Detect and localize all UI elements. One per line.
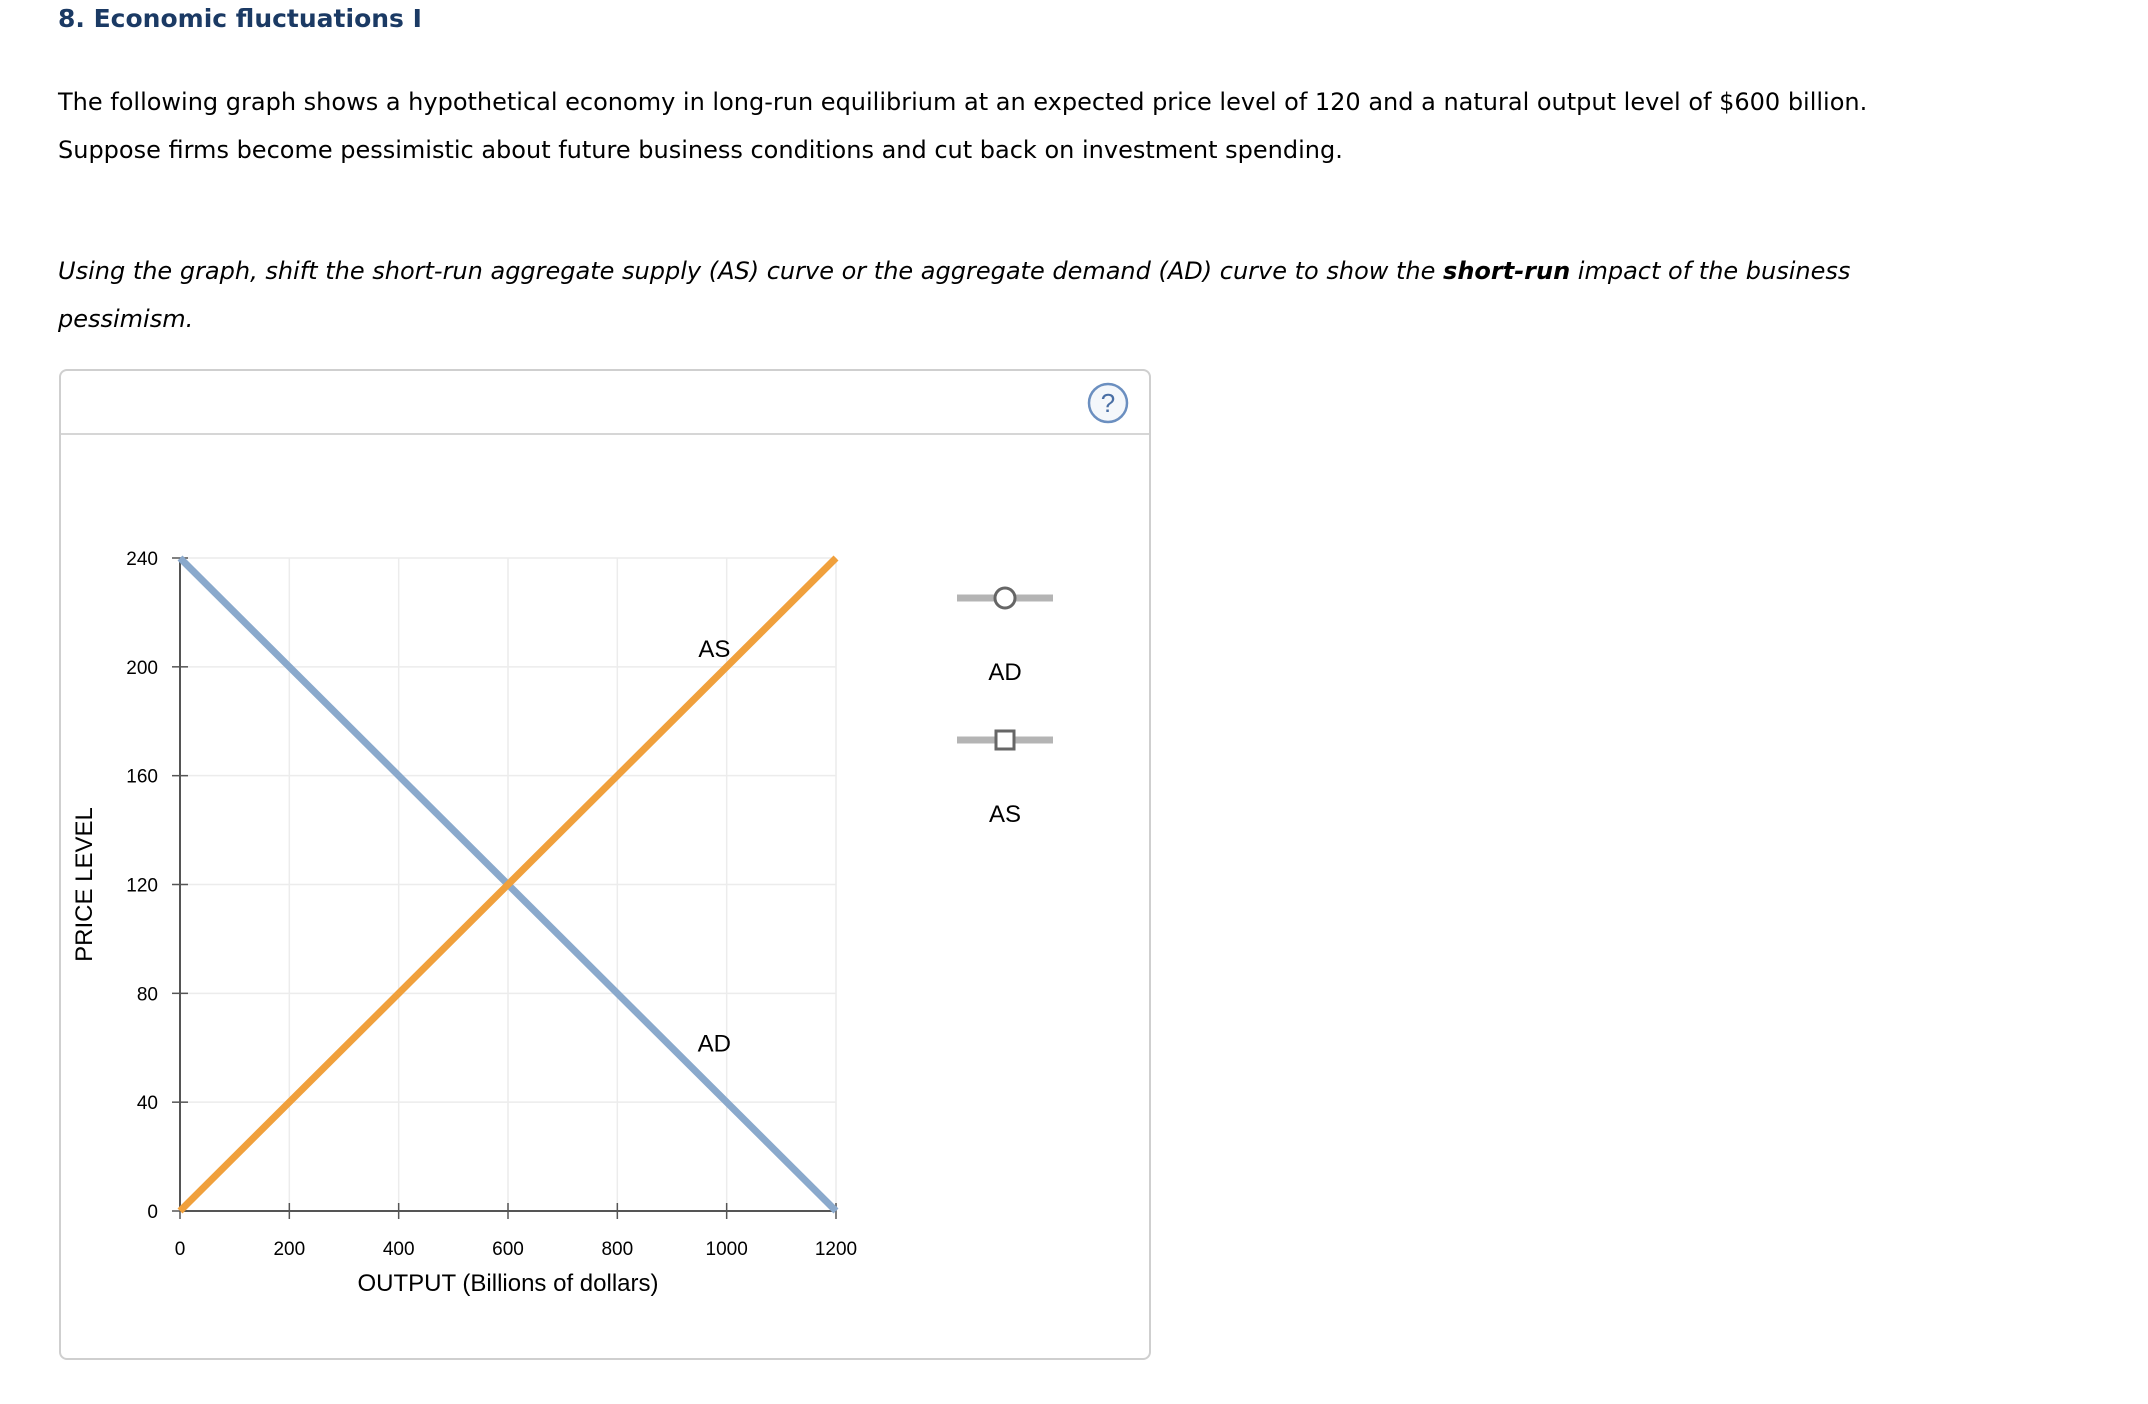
x-axis-title: OUTPUT (Billions of dollars) [357, 1270, 659, 1297]
task-line-2: pessimism. [58, 305, 194, 333]
y-tick-label: 160 [126, 766, 158, 788]
y-tick-label: 80 [136, 984, 158, 1006]
task-emphasis: short-run [1443, 257, 1571, 285]
question-heading: 8. Economic fluctuations I [58, 4, 422, 33]
task-text-1: Using the graph, shift the short-run aggregate supply (AS) curve or the aggregate demand (AD) curve to show the [58, 257, 1444, 285]
y-tick-label: 240 [126, 549, 158, 570]
x-tick-label: 0 [174, 1239, 186, 1260]
palette-label: AS [988, 801, 1022, 828]
intro-line-1: The following graph shows a hypothetical economy in long-run equilibrium at an expected price level of 120 and a natural output level of $600 billion. [58, 88, 1868, 116]
y-axis-title: PRICE LEVEL [71, 807, 98, 962]
x-tick-label: 200 [273, 1239, 306, 1260]
palette-as-tool[interactable] [957, 731, 1053, 828]
palette-ad-tool[interactable] [957, 588, 1053, 686]
square-marker-icon [996, 731, 1014, 749]
palette-label: AD [988, 659, 1022, 686]
x-tick-label: 1000 [705, 1239, 748, 1260]
x-tick-label: 600 [492, 1239, 524, 1260]
x-tick-label: 400 [382, 1239, 415, 1260]
svg-text:?: ? [1100, 388, 1116, 418]
circle-marker-icon [995, 588, 1015, 608]
axes [71, 549, 857, 1297]
as-curve-label: AS [698, 635, 731, 663]
ad-curve-label: AD [697, 1030, 732, 1058]
intro-line-2: Suppose firms become pessimistic about future business conditions and cut back on investment spending. [58, 136, 1343, 164]
tool-palette[interactable] [957, 588, 1053, 828]
task-text-2: impact of the business [1570, 257, 1851, 285]
y-tick-label: 40 [136, 1093, 158, 1115]
y-tick-label: 200 [126, 657, 158, 679]
x-tick-label: 1200 [814, 1239, 858, 1260]
y-tick-label: 0 [147, 1202, 158, 1223]
y-tick-label: 120 [126, 875, 158, 897]
x-tick-label: 800 [601, 1239, 634, 1260]
